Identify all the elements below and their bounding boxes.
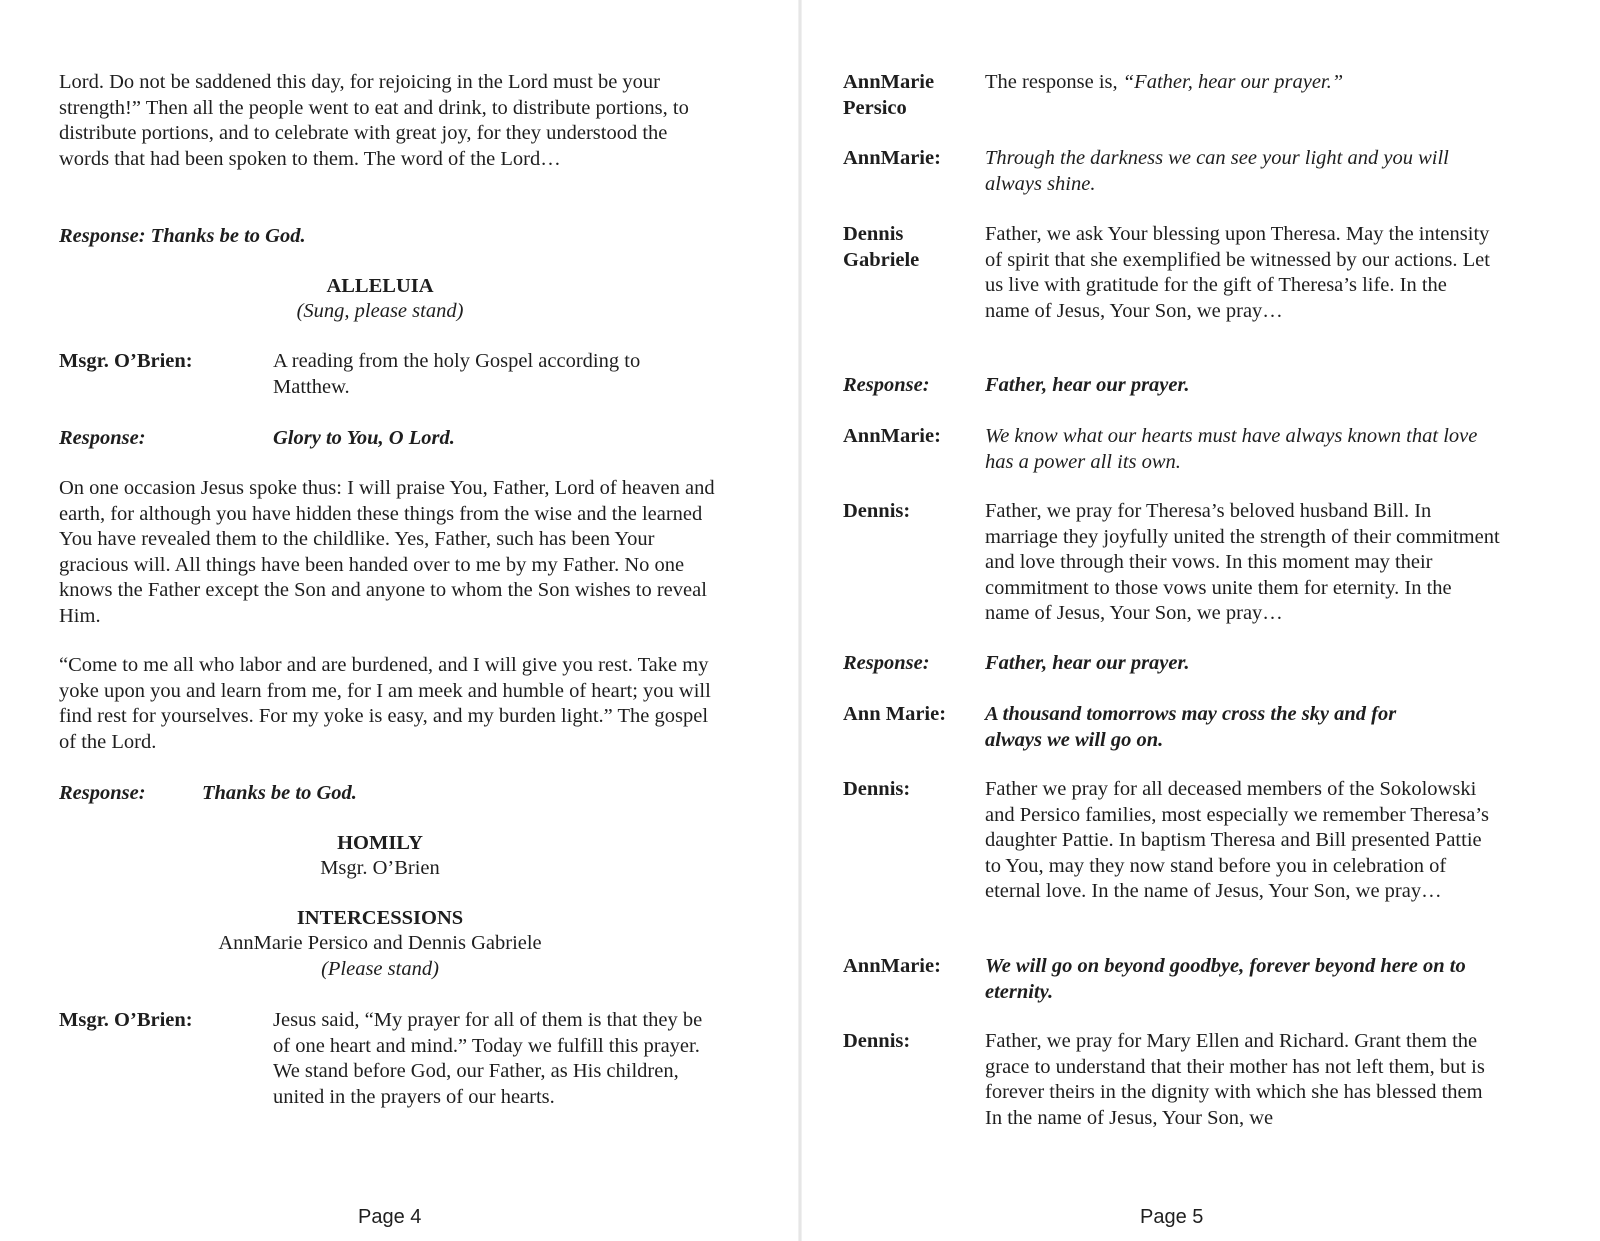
speaker-dennis: Dennis: [843,1030,911,1052]
homily-by: Msgr. O’Brien [320,857,440,879]
response-text: Father, hear our prayer. [985,374,1190,396]
page-5 [800,0,1600,1241]
homily-heading: HOMILY [337,832,423,854]
speaker-msgr-obrien: Msgr. O’Brien: [59,350,193,372]
intercession-text: Father we pray for all deceased members of the Sokolowski and Persico families, most especially we remember Theresa’s daughter Pattie. In baptism Theresa and Bill presented Pattie to You, may they now stand before you in celebration of eternal love. In the name of Jesus, Your Son, we pray… [985,778,1489,903]
response-glory: Glory to You, O Lord. [273,427,455,449]
intercessions-heading: INTERCESSIONS [296,907,464,929]
speaker-dennis: Dennis: [843,500,911,522]
speaker-dennis: Dennis: [843,778,911,800]
response-quote: “Father, hear our prayer.” [1122,71,1344,93]
alleluia-heading: ALLELUIA [326,275,434,297]
page-number: Page 5 [1140,1206,1204,1228]
song-lyric: Through the darkness we can see your light and you will always shine. [985,147,1449,195]
intercession-text: Father, we pray for Theresa’s beloved husband Bill. In marriage they joyfully united the strength of their commitment and love through their vows. In this moment may their commitment to those vows unite them for eternity. In the name of Jesus, Your Son, we pray… [985,500,1500,625]
response-label: Response: [59,427,146,449]
song-lyric: A thousand tomorrows may cross the sky and for always we will go on. [985,703,1397,751]
response-label: Response: [843,652,930,674]
response-intro: The response is, [985,71,1123,93]
intercessions-by: AnnMarie Persico and Dennis Gabriele [218,932,542,954]
speaker-msgr-obrien: Msgr. O’Brien: [59,1009,193,1031]
alleluia-note: (Sung, please stand) [296,300,464,322]
opening-paragraph: Lord. Do not be saddened this day, for rejoicing in the Lord must be your strength!” Then all the people went to eat and drink, to distribute portions, to distribute portions, and to celebrate with great joy, for they understood the words that had been spoken to them. The word of the Lord… [59,71,689,170]
speaker-annmarie: AnnMarie: [843,425,941,447]
page-number: Page 4 [358,1206,422,1228]
response-label: Response: [843,374,930,396]
intercession-text: Father, we ask Your blessing upon Theresa. May the intensity of spirit that she exemplified be witnessed by our actions. Let us live with gratitude for the gift of Theresa’s life. In the name of Jesus, Your Son, we pray… [985,223,1490,322]
speaker-ann-marie: Ann Marie: [843,703,947,725]
response-text: Father, hear our prayer. [985,652,1190,674]
gospel-paragraph-2: “Come to me all who labor and are burdened, and I will give you rest. Take my yoke upon you and learn from me, for I am meek and humble of heart; you will find rest for yourselves. For my yoke is easy, and my burden light.” The gospel of the Lord. [59,654,711,753]
gospel-paragraph-1: On one occasion Jesus spoke thus: I will praise You, Father, Lord of heaven and earth, for although you have hidden these things from the wise and the learned You have revealed them to the childlike. Yes, Father, such has been Your gracious will. All things have been handed over to me by my Father. No one knows the Father except the Son and anyone to whom the Son wishes to reveal Him. [59,477,715,627]
intercession-text: Father, we pray for Mary Ellen and Richard. Grant them the grace to understand that their mother has not left them, but is forever theirs in the dignity with which she has blessed them In the name of Jesus, Your Son, we [985,1030,1485,1129]
intercessions-note: (Please stand) [321,958,439,980]
response-label: Response: [59,782,146,804]
speaker-annmarie: AnnMarie: [843,147,941,169]
song-lyric: We will go on beyond goodbye, forever beyond here on to eternity. [985,955,1466,1003]
response-thanks-2: Thanks be to God. [202,782,357,804]
speaker-annmarie: AnnMarie: [843,955,941,977]
intercession-intro-text: Jesus said, “My prayer for all of them is that they be of one heart and mind.” Today we fulfill this prayer. We stand before God, our Father, as His children, united in the prayers of our hearts. [273,1009,703,1108]
speaker-annmarie-persico: AnnMarie Persico [843,71,935,119]
song-lyric: We know what our hearts must have always known that love has a power all its own. [985,425,1478,473]
speaker-dennis-gabriele: Dennis Gabriele [843,223,920,271]
response-thanks-1: Response: Thanks be to God. [59,225,306,247]
gospel-intro-text: A reading from the holy Gospel according to Matthew. [273,350,641,398]
intercession-text [985,70,1505,96]
